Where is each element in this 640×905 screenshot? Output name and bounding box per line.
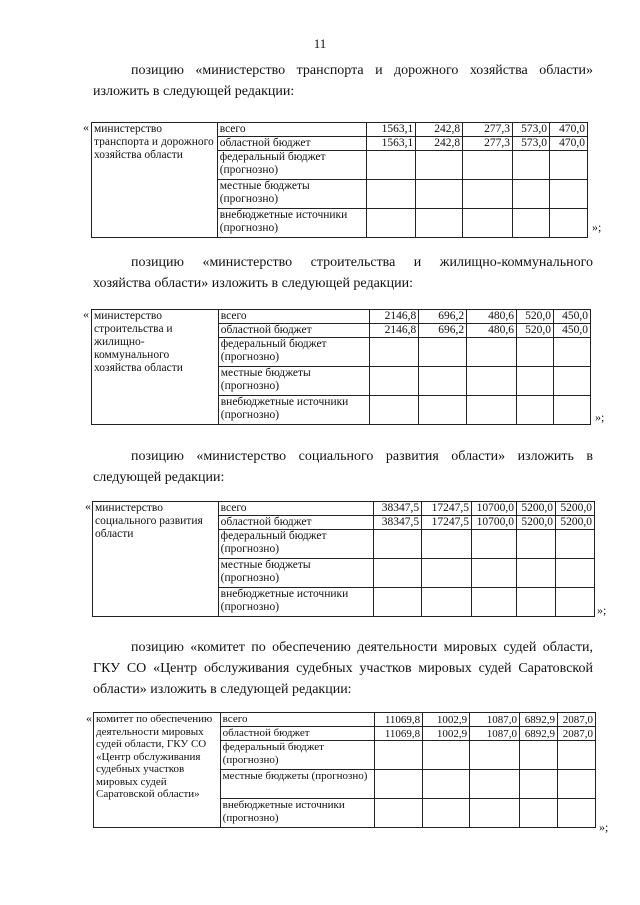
cell-value: 450,0 bbox=[553, 324, 590, 338]
cell-value bbox=[555, 559, 594, 588]
cell-value: 480,6 bbox=[467, 310, 517, 324]
cell-value: 2087,0 bbox=[557, 727, 595, 741]
cell-value bbox=[470, 799, 520, 828]
cell-value bbox=[467, 367, 517, 396]
cell-value bbox=[516, 530, 555, 559]
cell-value: 6892,9 bbox=[519, 727, 557, 741]
cell-value bbox=[549, 151, 587, 180]
row-label: всего bbox=[217, 123, 367, 137]
cell-value bbox=[416, 209, 463, 238]
cell-value: 450,0 bbox=[553, 310, 590, 324]
cell-value: 277,3 bbox=[463, 123, 513, 137]
cell-value: 38347,5 bbox=[374, 516, 422, 530]
cell-value bbox=[375, 799, 423, 828]
cell-value: 470,0 bbox=[549, 137, 587, 151]
cell-value: 11069,8 bbox=[375, 727, 423, 741]
cell-value bbox=[367, 209, 416, 238]
section-3-organization: министерство социального развития области bbox=[93, 502, 219, 617]
section-2-intro: позицию «министерство строительства и жилищно-коммунального хозяйства области» изложить в следующей редакции: bbox=[93, 255, 593, 291]
row-label: федеральный бюджет (прогнозно) bbox=[218, 530, 373, 559]
cell-value bbox=[419, 338, 467, 367]
section-2-table bbox=[91, 309, 591, 425]
cell-value: 2146,8 bbox=[370, 324, 419, 338]
section-3-open-quote: « bbox=[85, 499, 91, 513]
cell-value bbox=[423, 799, 470, 828]
section-4-table bbox=[93, 712, 596, 828]
cell-value bbox=[472, 559, 517, 588]
cell-value bbox=[374, 588, 422, 617]
cell-value: 17247,5 bbox=[422, 516, 472, 530]
cell-value: 520,0 bbox=[517, 310, 554, 324]
cell-value: 520,0 bbox=[517, 324, 554, 338]
cell-value bbox=[517, 367, 554, 396]
cell-value bbox=[467, 338, 517, 367]
cell-value bbox=[463, 180, 513, 209]
cell-value bbox=[370, 367, 419, 396]
cell-value bbox=[374, 530, 422, 559]
cell-value bbox=[370, 396, 419, 425]
row-label: федеральный бюджет (прогнозно) bbox=[217, 151, 367, 180]
section-4-organization: комитет по обеспечению деятельности мировых судей области, ГКУ СО «Центр обслуживания судебных участков мировых судей Саратовской области» bbox=[94, 713, 221, 828]
cell-value bbox=[553, 338, 590, 367]
section-2-close-quote: »; bbox=[595, 410, 605, 424]
row-label: внебюджетные источники (прогнозно) bbox=[218, 588, 373, 617]
cell-value bbox=[422, 588, 472, 617]
cell-value bbox=[549, 180, 587, 209]
cell-value bbox=[516, 559, 555, 588]
row-label: всего bbox=[220, 713, 375, 727]
cell-value: 277,3 bbox=[463, 137, 513, 151]
row-label: областной бюджет bbox=[218, 516, 373, 530]
cell-value bbox=[423, 770, 470, 799]
row-label: областной бюджет bbox=[217, 137, 367, 151]
cell-value: 1563,1 bbox=[367, 123, 416, 137]
cell-value bbox=[416, 151, 463, 180]
section-4-open-quote: « bbox=[86, 711, 92, 725]
section-3-table bbox=[92, 501, 595, 617]
cell-value bbox=[375, 770, 423, 799]
cell-value bbox=[519, 799, 557, 828]
cell-value bbox=[553, 367, 590, 396]
row-label: областной бюджет bbox=[218, 324, 370, 338]
cell-value: 38347,5 bbox=[374, 502, 422, 516]
section-1-table bbox=[91, 122, 588, 238]
row-label: всего bbox=[218, 310, 370, 324]
cell-value: 10700,0 bbox=[472, 516, 517, 530]
cell-value bbox=[419, 396, 467, 425]
cell-value bbox=[557, 770, 595, 799]
cell-value bbox=[513, 180, 550, 209]
cell-value: 6892,9 bbox=[519, 713, 557, 727]
cell-value bbox=[553, 396, 590, 425]
cell-value: 1087,0 bbox=[470, 713, 520, 727]
cell-value bbox=[513, 151, 550, 180]
cell-value bbox=[472, 530, 517, 559]
cell-value bbox=[419, 367, 467, 396]
cell-value: 1563,1 bbox=[367, 137, 416, 151]
cell-value bbox=[517, 396, 554, 425]
cell-value bbox=[555, 530, 594, 559]
row-label: местные бюджеты (прогнозно) bbox=[218, 559, 373, 588]
section-1-open-quote: « bbox=[83, 120, 89, 134]
section-3-intro: позицию «министерство социального развития области» изложить в следующей редакции: bbox=[93, 449, 593, 485]
cell-value: 10700,0 bbox=[472, 502, 517, 516]
cell-value: 470,0 bbox=[549, 123, 587, 137]
row-label: местные бюджеты (прогнозно) bbox=[220, 770, 375, 799]
cell-value bbox=[516, 588, 555, 617]
section-1-close-quote: »; bbox=[592, 220, 602, 234]
section-1-organization: министерство транспорта и дорожного хозяйства области bbox=[92, 123, 218, 238]
cell-value: 242,8 bbox=[416, 123, 463, 137]
cell-value bbox=[467, 396, 517, 425]
cell-value bbox=[557, 741, 595, 770]
row-label: федеральный бюджет (прогнозно) bbox=[220, 741, 375, 770]
cell-value: 242,8 bbox=[416, 137, 463, 151]
cell-value bbox=[519, 741, 557, 770]
cell-value bbox=[513, 209, 550, 238]
section-3-close-quote: »; bbox=[597, 603, 607, 617]
cell-value bbox=[519, 770, 557, 799]
section-2-open-quote: « bbox=[83, 307, 89, 321]
cell-value: 573,0 bbox=[513, 137, 550, 151]
cell-value bbox=[463, 151, 513, 180]
cell-value bbox=[374, 559, 422, 588]
row-label: местные бюджеты (прогнозно) bbox=[218, 367, 370, 396]
cell-value: 1087,0 bbox=[470, 727, 520, 741]
cell-value bbox=[367, 180, 416, 209]
cell-value bbox=[472, 588, 517, 617]
cell-value bbox=[422, 559, 472, 588]
cell-value bbox=[463, 209, 513, 238]
cell-value bbox=[549, 209, 587, 238]
cell-value bbox=[375, 741, 423, 770]
cell-value: 480,6 bbox=[467, 324, 517, 338]
cell-value bbox=[517, 338, 554, 367]
row-label: областной бюджет bbox=[220, 727, 375, 741]
cell-value: 1002,9 bbox=[423, 713, 470, 727]
cell-value: 5200,0 bbox=[555, 516, 594, 530]
cell-value: 2087,0 bbox=[557, 713, 595, 727]
cell-value bbox=[557, 799, 595, 828]
cell-value: 17247,5 bbox=[422, 502, 472, 516]
row-label: внебюджетные источники (прогнозно) bbox=[218, 396, 370, 425]
cell-value bbox=[470, 770, 520, 799]
row-label: местные бюджеты (прогнозно) bbox=[217, 180, 367, 209]
row-label: внебюджетные источники (прогнозно) bbox=[217, 209, 367, 238]
cell-value bbox=[370, 338, 419, 367]
section-4-intro: позицию «комитет по обеспечению деятельности мировых судей области, ГКУ СО «Центр обслуживания судебных участков мировых судей Саратовской области» изложить в следующей редакции: bbox=[93, 640, 593, 697]
cell-value bbox=[422, 530, 472, 559]
page-number: 11 bbox=[313, 36, 327, 51]
section-2-organization: министерство строительства и жилищно-коммунального хозяйства области bbox=[92, 310, 219, 425]
cell-value: 2146,8 bbox=[370, 310, 419, 324]
row-label: федеральный бюджет (прогнозно) bbox=[218, 338, 370, 367]
cell-value: 1002,9 bbox=[423, 727, 470, 741]
cell-value: 573,0 bbox=[513, 123, 550, 137]
cell-value bbox=[367, 151, 416, 180]
cell-value: 696,2 bbox=[419, 310, 467, 324]
cell-value: 5200,0 bbox=[516, 516, 555, 530]
cell-value bbox=[416, 180, 463, 209]
cell-value bbox=[555, 588, 594, 617]
cell-value: 5200,0 bbox=[555, 502, 594, 516]
row-label: внебюджетные источники (прогнозно) bbox=[220, 799, 375, 828]
row-label: всего bbox=[218, 502, 373, 516]
cell-value bbox=[423, 741, 470, 770]
cell-value: 5200,0 bbox=[516, 502, 555, 516]
cell-value bbox=[470, 741, 520, 770]
cell-value: 696,2 bbox=[419, 324, 467, 338]
section-4-close-quote: »; bbox=[599, 820, 609, 834]
cell-value: 11069,8 bbox=[375, 713, 423, 727]
section-1-intro: позицию «министерство транспорта и дорожного хозяйства области» изложить в следующей редакции: bbox=[93, 63, 593, 99]
